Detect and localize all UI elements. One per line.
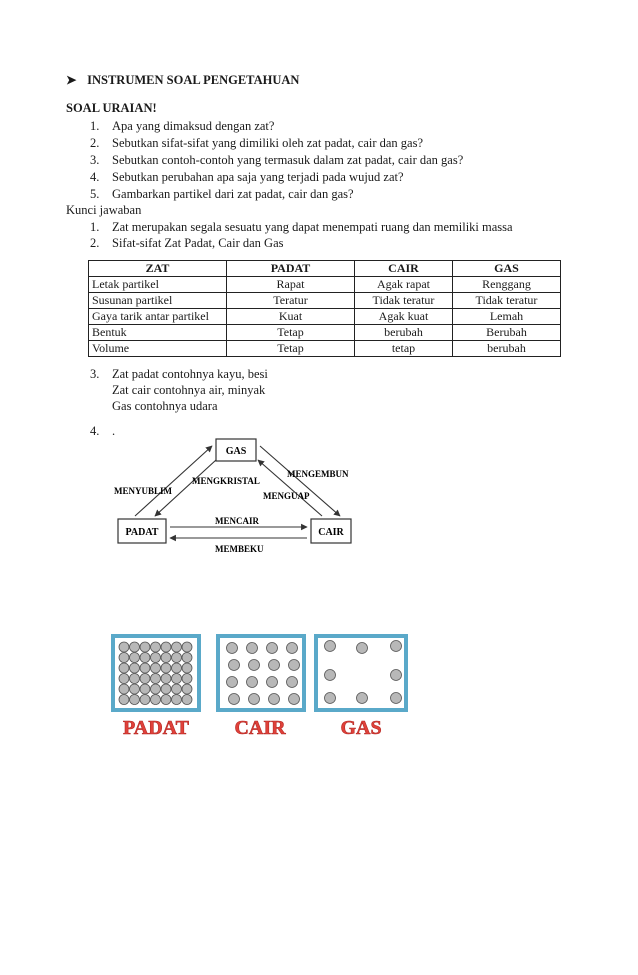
cair-label: CAIR xyxy=(318,527,344,538)
table-cell: Letak partikel xyxy=(89,277,227,293)
mengembun-arrow xyxy=(260,446,340,516)
particle xyxy=(161,663,171,673)
particle xyxy=(172,674,182,684)
particle xyxy=(182,642,192,652)
particle xyxy=(140,684,150,694)
particle xyxy=(391,693,402,704)
properties-table xyxy=(88,260,561,357)
table-cell: Teratur xyxy=(227,293,355,309)
particle xyxy=(172,642,182,652)
table-row xyxy=(89,293,561,309)
particle xyxy=(151,695,161,705)
particle xyxy=(172,663,182,673)
table-cell: Tidak teratur xyxy=(453,293,561,309)
gas-particle-label: GAS xyxy=(340,717,382,739)
list-item: 3. Sebutkan contoh-contoh yang termasuk dalam zat padat, cair dan gas? xyxy=(90,153,464,167)
list-item: 4. Sebutkan perubahan apa saja yang terjadi pada wujud zat? xyxy=(90,170,404,184)
particle xyxy=(247,677,258,688)
particle xyxy=(130,684,140,694)
particle xyxy=(161,684,171,694)
mengkristal-label: MENGKRISTAL xyxy=(192,476,260,486)
answer-line: Zat padat contohnya kayu, besi xyxy=(112,367,268,381)
table-cell: Tidak teratur xyxy=(355,293,453,309)
particle xyxy=(119,674,129,684)
list-item: 2. Sifat-sifat Zat Padat, Cair dan Gas xyxy=(90,236,284,250)
kunci-title: Kunci jawaban xyxy=(66,203,142,217)
header-cell: GAS xyxy=(453,261,561,277)
particle xyxy=(151,653,161,663)
particle-illustration xyxy=(108,630,418,745)
particle xyxy=(247,643,258,654)
cair-particle-label: CAIR xyxy=(234,717,286,739)
header-cell: CAIR xyxy=(355,261,453,277)
particle xyxy=(140,642,150,652)
table-cell: Lemah xyxy=(453,309,561,325)
table-cell: Berubah xyxy=(453,325,561,341)
menyublim-label: MENYUBLIM xyxy=(114,486,172,496)
header-cell: PADAT xyxy=(227,261,355,277)
particle xyxy=(289,660,300,671)
mengembun-label: MENGEMBUN xyxy=(287,469,349,479)
padat-particle-label: PADAT xyxy=(123,717,189,739)
soal-title: SOAL URAIAN! xyxy=(66,101,157,115)
table-row xyxy=(89,325,561,341)
particle xyxy=(161,653,171,663)
header-cell: ZAT xyxy=(89,261,227,277)
table-cell: Gaya tarik antar partikel xyxy=(89,309,227,325)
particle xyxy=(130,663,140,673)
table-cell: Tetap xyxy=(227,325,355,341)
particle xyxy=(172,653,182,663)
particle xyxy=(325,693,336,704)
particle xyxy=(249,694,260,705)
particle xyxy=(119,653,129,663)
table-cell: Susunan partikel xyxy=(89,293,227,309)
particle xyxy=(182,695,192,705)
particle xyxy=(227,677,238,688)
particle xyxy=(287,643,298,654)
particle xyxy=(119,663,129,673)
particle xyxy=(140,663,150,673)
particle xyxy=(172,695,182,705)
particle xyxy=(269,694,280,705)
table-cell: Agak kuat xyxy=(355,309,453,325)
particle xyxy=(227,643,238,654)
particle xyxy=(119,684,129,694)
particle xyxy=(391,670,402,681)
table-cell: Kuat xyxy=(227,309,355,325)
particle xyxy=(140,695,150,705)
table-row xyxy=(89,309,561,325)
table-row xyxy=(89,341,561,357)
arrow-bullet-icon: ➤ xyxy=(66,73,77,87)
particle xyxy=(325,670,336,681)
answer-4: 4. . xyxy=(90,424,116,438)
state-change-diagram xyxy=(100,430,370,560)
particle xyxy=(140,674,150,684)
particle xyxy=(182,674,192,684)
table-cell: berubah xyxy=(453,341,561,357)
particle xyxy=(161,674,171,684)
table-cell: Agak rapat xyxy=(355,277,453,293)
table-cell: Volume xyxy=(89,341,227,357)
table-cell: Bentuk xyxy=(89,325,227,341)
particle xyxy=(357,693,368,704)
particle xyxy=(182,663,192,673)
table-cell: berubah xyxy=(355,325,453,341)
membeku-label: MEMBEKU xyxy=(215,544,264,554)
particle xyxy=(161,642,171,652)
list-item: 5. Gambarkan partikel dari zat padat, cair dan gas? xyxy=(90,187,354,201)
particle xyxy=(269,660,280,671)
particle xyxy=(229,660,240,671)
particle xyxy=(267,677,278,688)
table-cell: Rapat xyxy=(227,277,355,293)
mencair-label: MENCAIR xyxy=(215,516,259,526)
particle xyxy=(161,695,171,705)
particle xyxy=(182,684,192,694)
particle xyxy=(229,694,240,705)
answer-3: 3. Zat padat contohnya kayu, besi Zat cair contohnya air, minyak Gas contohnya udara xyxy=(90,367,268,413)
particle xyxy=(289,694,300,705)
particle xyxy=(267,643,278,654)
particle xyxy=(130,642,140,652)
table-row xyxy=(89,277,561,293)
question-list xyxy=(90,118,463,203)
particle xyxy=(325,641,336,652)
particle xyxy=(130,674,140,684)
section-heading: ➤ INSTRUMEN SOAL PENGETAHUAN xyxy=(66,73,300,87)
answer-line: Zat cair contohnya air, minyak xyxy=(112,383,266,397)
table-header-row xyxy=(89,261,561,277)
table-cell: Tetap xyxy=(227,341,355,357)
particle xyxy=(151,684,161,694)
particle xyxy=(140,653,150,663)
particle xyxy=(151,674,161,684)
list-item: 2. Sebutkan sifat-sifat yang dimiliki oleh zat padat, cair dan gas? xyxy=(90,136,424,150)
particle xyxy=(172,684,182,694)
answer-list xyxy=(90,219,513,251)
particle xyxy=(357,643,368,654)
particle xyxy=(119,642,129,652)
particle xyxy=(119,695,129,705)
menguap-label: MENGUAP xyxy=(263,491,310,501)
particle xyxy=(151,642,161,652)
gas-label: GAS xyxy=(225,446,247,457)
particle xyxy=(130,695,140,705)
particle xyxy=(391,641,402,652)
table-cell: tetap xyxy=(355,341,453,357)
answer-line: Gas contohnya udara xyxy=(112,399,218,413)
particle xyxy=(287,677,298,688)
table-cell: Renggang xyxy=(453,277,561,293)
particle xyxy=(151,663,161,673)
particle xyxy=(130,653,140,663)
particle xyxy=(249,660,260,671)
particle xyxy=(182,653,192,663)
list-item: 1. Zat merupakan segala sesuatu yang dapat menempati ruang dan memiliki massa xyxy=(90,220,513,234)
list-item: 1. Apa yang dimaksud dengan zat? xyxy=(90,119,275,133)
padat-label: PADAT xyxy=(125,527,159,538)
